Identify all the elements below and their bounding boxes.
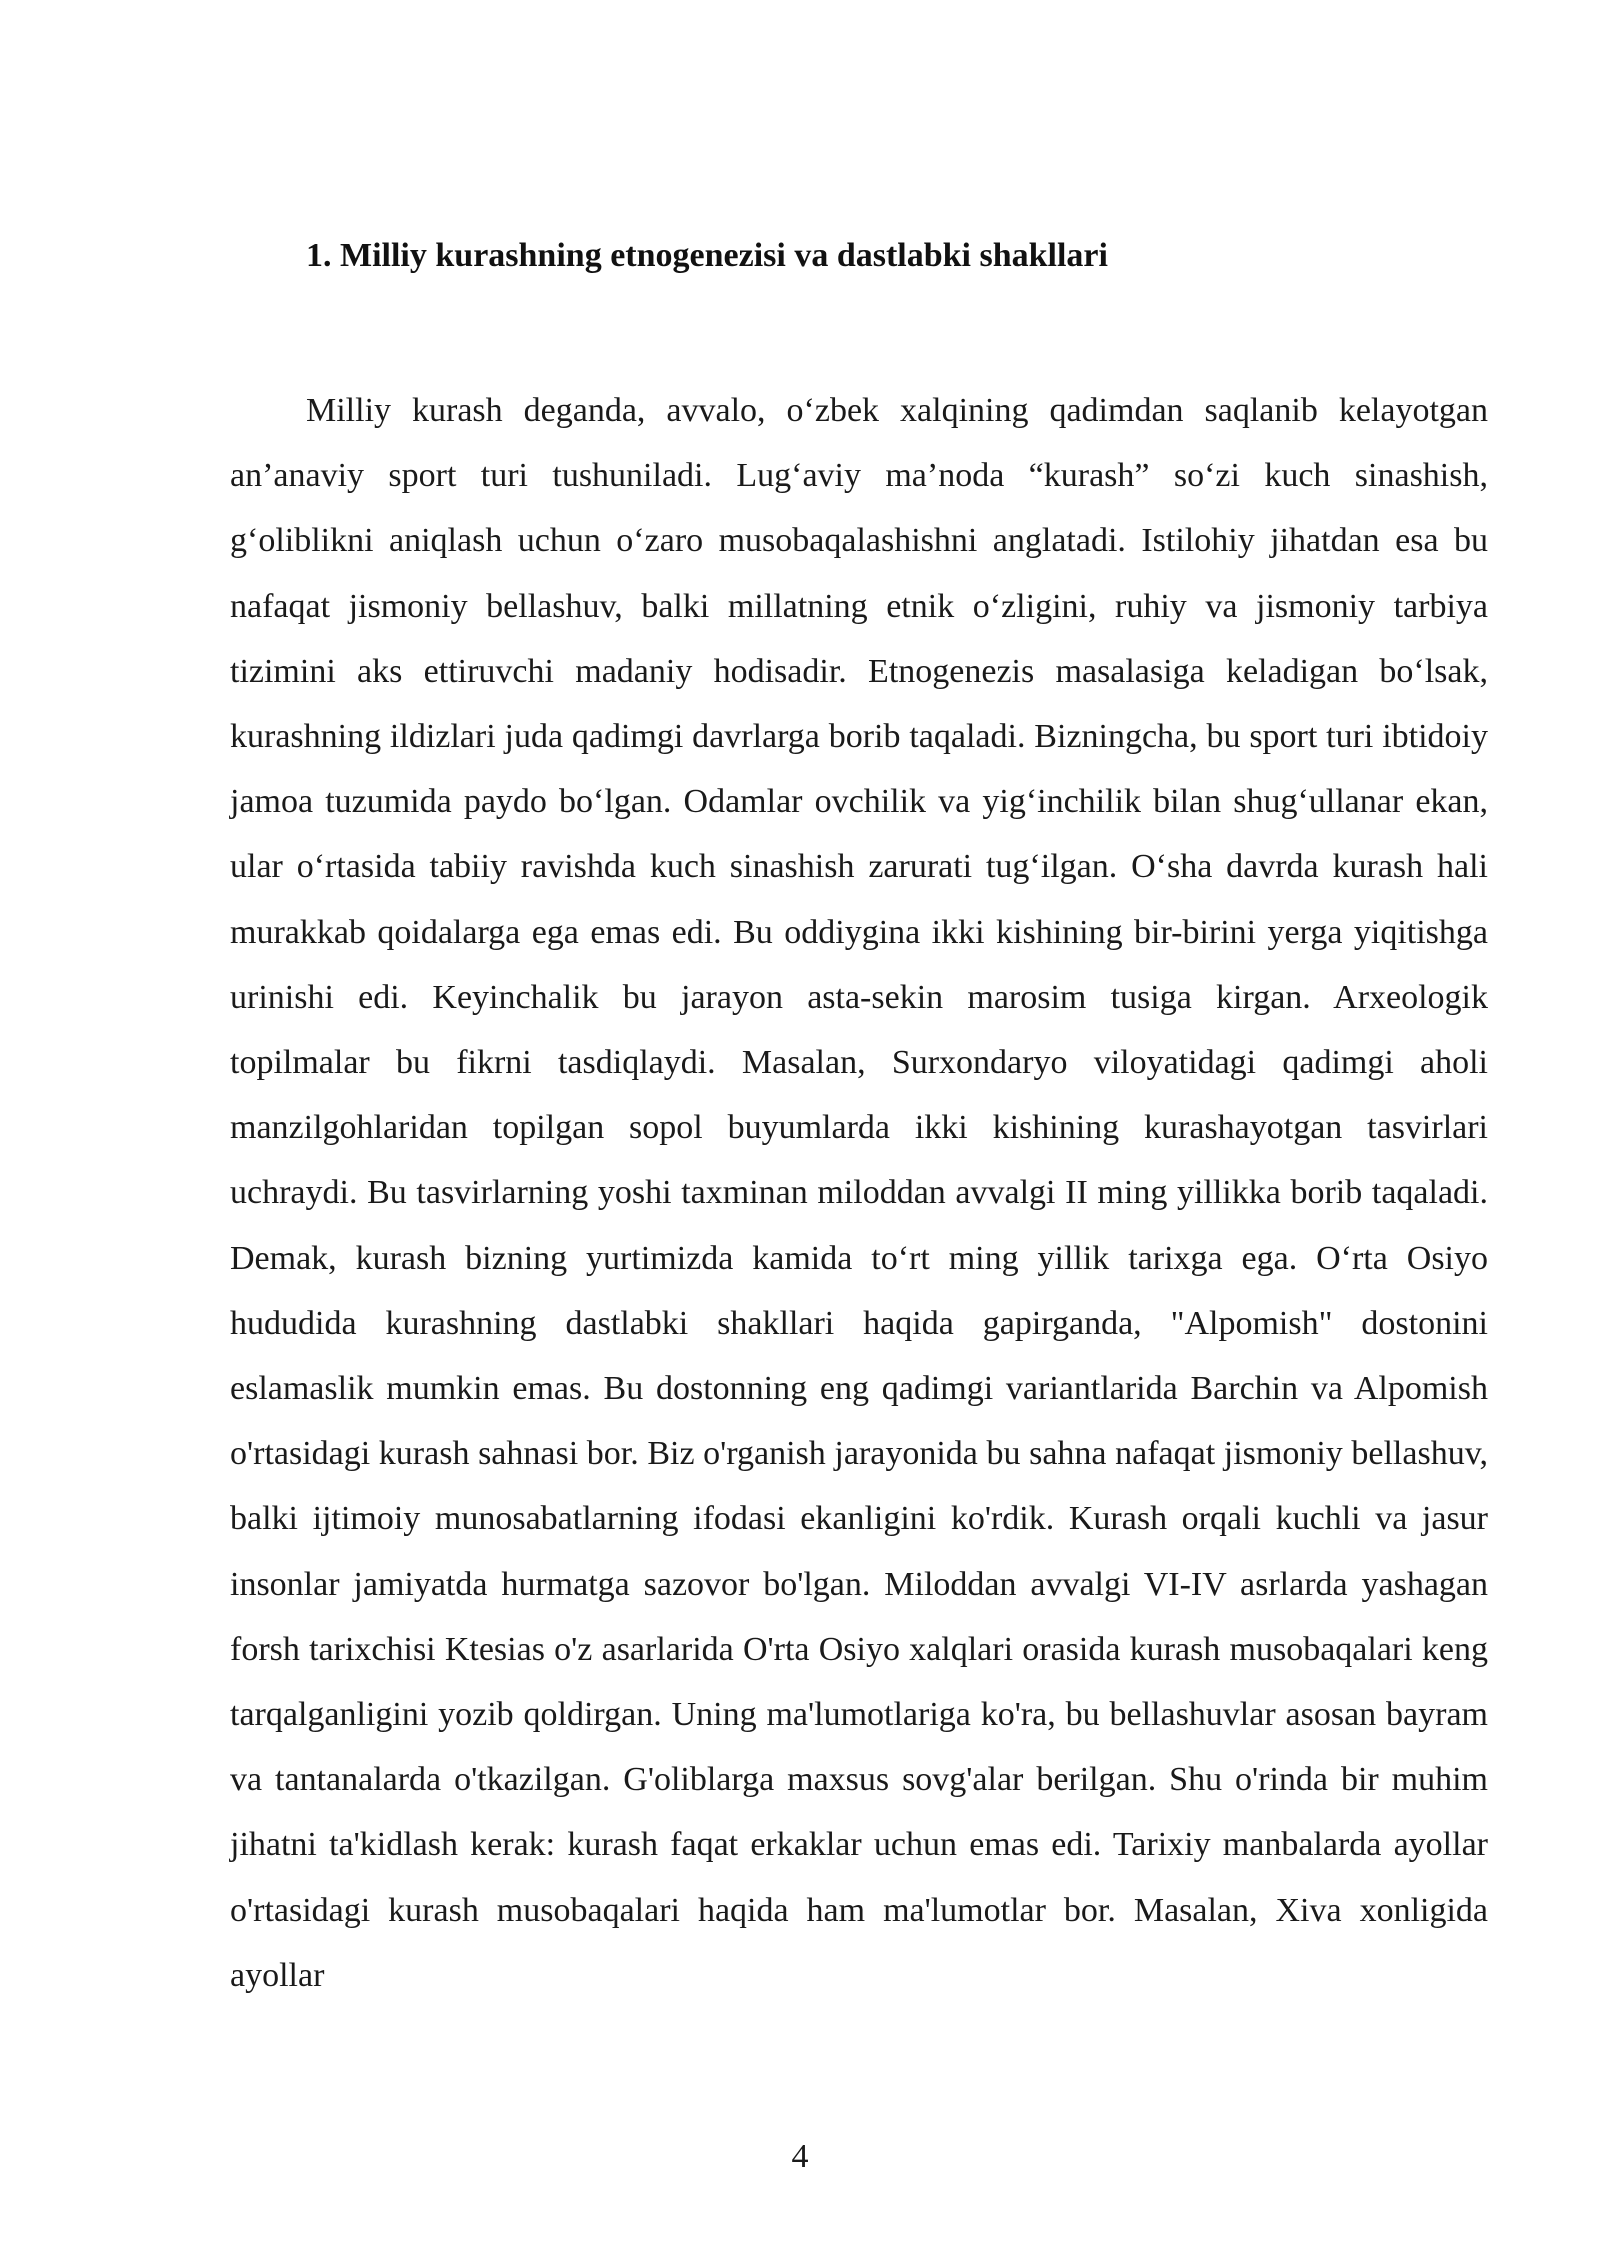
body-paragraph: Milliy kurash deganda, avvalo, o‘zbek xalqining qadimdan saqlanib kelayotgan an’anaviy sport turi tushuniladi. Lug‘aviy ma’noda “kurash” so‘zi kuch sinashish, g‘oliblikni aniqlash uchun o‘zaro musobaqalashishni anglatadi. Istilohiy jihatdan esa bu nafaqat jismoniy bellashuv, balki millatning etnik o‘zligini, ruhiy va jismoniy tarbiya tizimini aks ettiruvchi madaniy hodisadir. Etnogenezis masalasiga keladigan bo‘lsak, kurashning ildizlari juda qadimgi davrlarga borib taqaladi. Bizningcha, bu sport turi ibtidoiy jamoa tuzumida paydo bo‘lgan. Odamlar ovchilik va yig‘inchilik bilan shug‘ullanar ekan, ular o‘rtasida tabiiy ravishda kuch sinashish zarurati tug‘ilgan. O‘sha davrda kurash hali murakkab qoidalarga ega emas edi. Bu oddiygina ikki kishining bir-birini yerga yiqitishga urinishi edi. Keyinchalik bu jarayon asta-sekin marosim tusiga kirgan. Arxeologik topilmalar bu fikrni tasdiqlaydi. Masalan, Surxondaryo viloyatidagi qadimgi aholi manzilgohlaridan topilgan sopol buyumlarda ikki kishining kurashayotgan tasvirlari uchraydi. Bu tasvirlarning yoshi taxminan miloddan avvalgi II ming yillikka borib taqaladi. Demak, kurash bizning yurtimizda kamida to‘rt ming yillik tarixga ega. O‘rta Osiyo hududida kurashning dastlabki shakllari haqida gapirganda, "Alpomish" dostonini eslamaslik mumkin emas. Bu dostonning eng qadimgi variantlarida Barchin va Alpomish o'rtasidagi kurash sahnasi bor. Biz o'rganish jarayonida bu sahna nafaqat jismoniy bellashuv, balki ijtimoiy munosabatlarning ifodasi ekanligini ko'rdik. Kurash orqali kuchli va jasur insonlar jamiyatda hurmatga sazovor bo'lgan. Miloddan avvalgi VI-IV asrlarda yashagan forsh tarixchisi Ktesias o'z asarlarida O'rta Osiyo xalqlari orasida kurash musobaqalari keng tarqalganligini yozib qoldirgan. Uning ma'lumotlariga ko'ra, bu bellashuvlar asosan bayram va tantanalarda o'tkazilgan. G'oliblarga maxsus sovg'alar berilgan. Shu o'rinda bir muhim jihatni ta'kidlash kerak: kurash faqat erkaklar uchun emas edi. Tarixiy manbalarda ayollar o'rtasidagi kurash musobaqalari haqida ham ma'lumotlar bor. Masalan, Xiva xonligida ayollar <box>230 392 1488 1994</box>
section-heading: 1. Milliy kurashning etnogenezisi va dastlabki shakllari <box>306 237 1108 274</box>
page-number: 4 <box>791 2138 809 2175</box>
